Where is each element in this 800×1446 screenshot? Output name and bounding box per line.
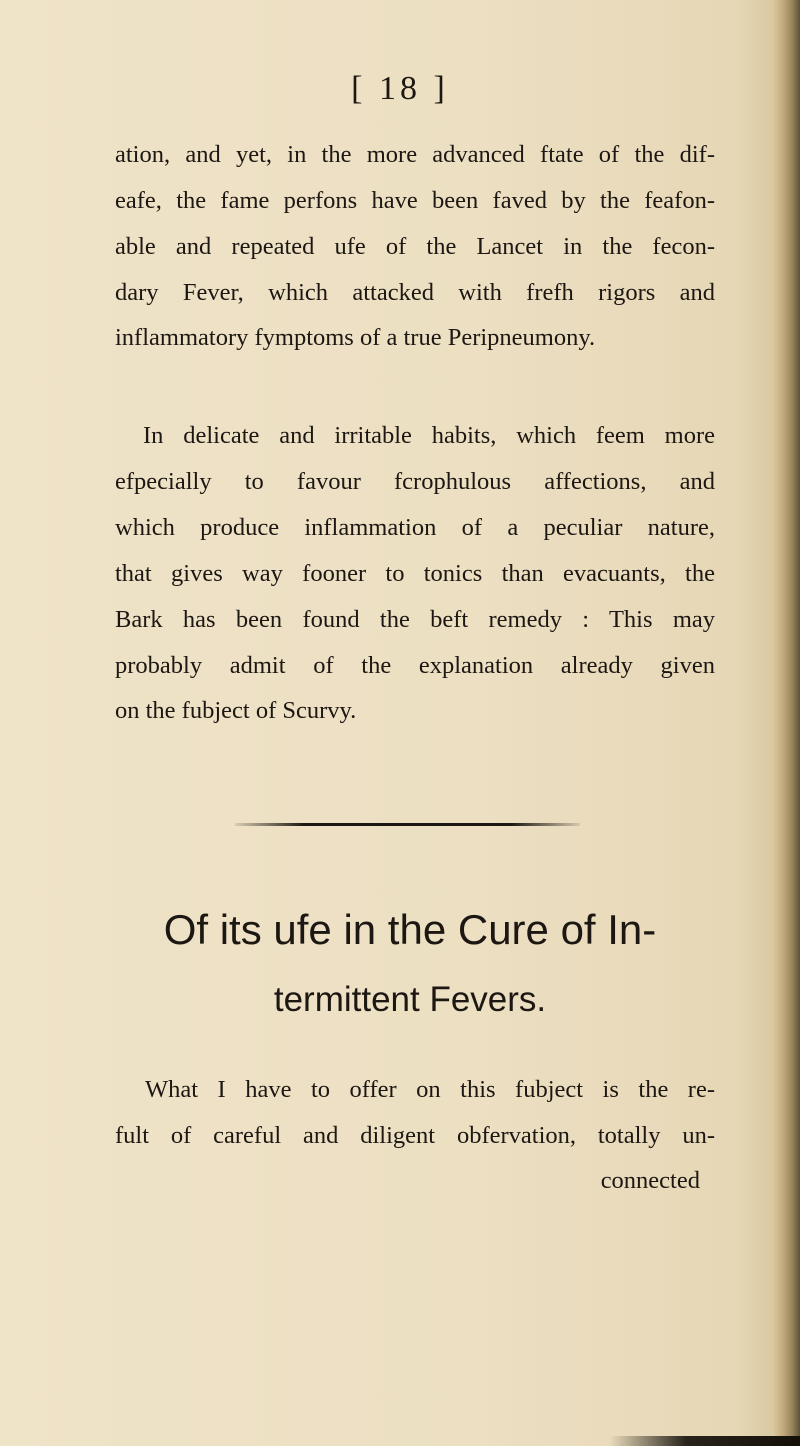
text-line: inflammatory fymptoms of a true Peripneumony. bbox=[115, 324, 596, 351]
text-line: able and repeated ufe of the Lancet in the fecon- bbox=[115, 233, 715, 260]
text-line: In delicate and irritable habits, which feem more bbox=[143, 422, 715, 449]
page-corner-shadow bbox=[610, 1436, 800, 1446]
text-line: ation, and yet, in the more advanced ftate of the dif- bbox=[115, 141, 715, 168]
text-line: fult of careful and diligent obfervation, totally un- bbox=[115, 1122, 715, 1149]
text-line: on the fubject of Scurvy. bbox=[115, 697, 357, 724]
section-heading: Of its ufe in the Cure of In- bbox=[163, 906, 657, 953]
text-line: What I have to offer on this fubject is the re- bbox=[145, 1076, 715, 1103]
page-number: [ 18 ] bbox=[351, 70, 449, 107]
section-heading-continued: termittent Fevers. bbox=[273, 980, 547, 1019]
section-divider bbox=[235, 823, 580, 826]
text-line: Bark has been found the beft remedy : This may bbox=[115, 606, 715, 633]
catchword: connected bbox=[600, 1167, 700, 1194]
text-line: which produce inflammation of a peculiar nature, bbox=[115, 514, 715, 541]
page-edge-shadow bbox=[774, 0, 800, 1446]
text-line: dary Fever, which attacked with frefh rigors and bbox=[115, 279, 715, 306]
text-line: efpecially to favour fcrophulous affections, and bbox=[115, 468, 715, 495]
text-line: that gives way fooner to tonics than evacuants, the bbox=[115, 560, 715, 587]
text-line: probably admit of the explanation already given bbox=[115, 652, 715, 679]
text-line: eafe, the fame perfons have been faved by the feafon- bbox=[115, 187, 715, 214]
